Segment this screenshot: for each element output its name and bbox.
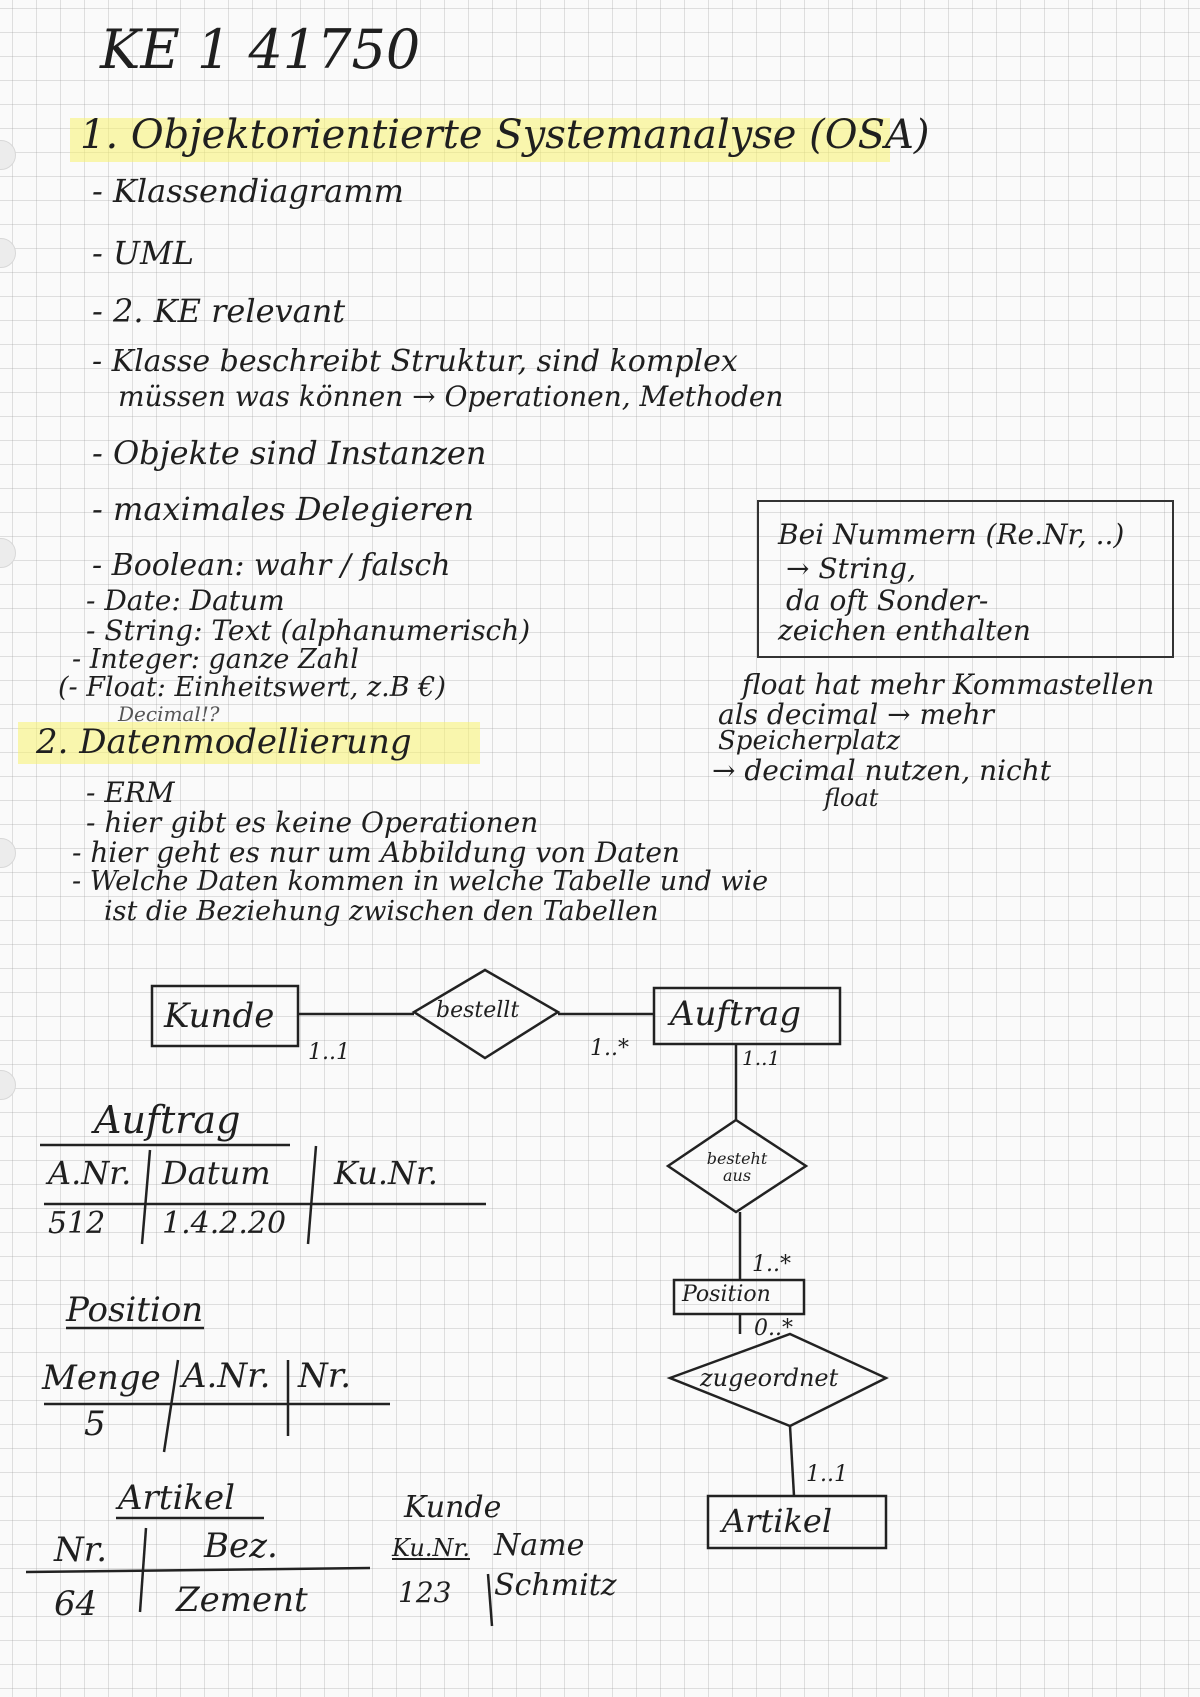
entity-kunde: Kunde bbox=[164, 996, 275, 1036]
table-header: Ku.Nr. bbox=[392, 1534, 470, 1562]
list-item: Decimal!? bbox=[118, 702, 220, 726]
table-cell: 1.4.2.20 bbox=[162, 1206, 287, 1241]
table-title: Position bbox=[66, 1290, 204, 1330]
table-cell: Schmitz bbox=[494, 1568, 617, 1603]
entity-position: Position bbox=[682, 1282, 771, 1307]
relation-zugeordnet: zugeordnet bbox=[700, 1364, 839, 1392]
list-item: (- Float: Einheitswert, z.B €) bbox=[58, 672, 446, 703]
table-cell: 64 bbox=[54, 1584, 98, 1624]
float-note-line: Speicherplatz bbox=[718, 726, 900, 756]
list-item: müssen was können → Operationen, Methoden bbox=[118, 380, 784, 413]
list-item: - Integer: ganze Zahl bbox=[72, 644, 359, 675]
table-header: A.Nr. bbox=[182, 1356, 271, 1396]
table-title: Artikel bbox=[118, 1478, 235, 1518]
table-title: Auftrag bbox=[94, 1098, 241, 1142]
note-line: Bei Nummern (Re.Nr, ..) bbox=[778, 518, 1125, 551]
cardinality-label: 1..1 bbox=[742, 1046, 781, 1070]
relation-bestellt: bestellt bbox=[436, 998, 520, 1023]
table-header: Datum bbox=[162, 1154, 271, 1192]
entity-artikel: Artikel bbox=[722, 1502, 833, 1540]
list-item: - String: Text (alphanumerisch) bbox=[86, 614, 531, 647]
float-note-line: float bbox=[824, 784, 879, 812]
page-title: KE 1 41750 bbox=[100, 18, 421, 81]
cardinality-label: 1..* bbox=[752, 1252, 791, 1277]
note-line: da oft Sonder- bbox=[786, 584, 989, 617]
note-line: zeichen enthalten bbox=[778, 614, 1031, 647]
list-item: - 2. KE relevant bbox=[92, 292, 346, 330]
section2-heading: 2. Datenmodellierung bbox=[36, 722, 412, 762]
list-item: - maximales Delegieren bbox=[92, 490, 475, 528]
cardinality-label: 0..* bbox=[754, 1316, 793, 1341]
table-header: Nr. bbox=[298, 1356, 352, 1396]
table-header: Ku.Nr. bbox=[334, 1154, 438, 1192]
table-header: Nr. bbox=[54, 1530, 108, 1570]
table-cell: 123 bbox=[398, 1576, 452, 1609]
table-header: Menge bbox=[42, 1358, 161, 1398]
list-item: - Klassendiagramm bbox=[92, 172, 404, 210]
list-item: - Date: Datum bbox=[86, 584, 285, 617]
list-item: - Objekte sind Instanzen bbox=[92, 434, 487, 472]
list-item: - Welche Daten kommen in welche Tabelle und wie bbox=[72, 866, 769, 897]
section1-heading: 1. Objektorientierte Systemanalyse (OSA) bbox=[80, 112, 930, 158]
float-note-line: → decimal nutzen, nicht bbox=[712, 754, 1052, 787]
list-item: - hier gibt es keine Operationen bbox=[86, 806, 539, 839]
list-item: ist die Beziehung zwischen den Tabellen bbox=[104, 896, 659, 927]
cardinality-label: 1..1 bbox=[806, 1462, 848, 1487]
note-line: → String, bbox=[786, 552, 916, 585]
table-header: A.Nr. bbox=[48, 1154, 132, 1192]
float-note-line: float hat mehr Kommastellen bbox=[742, 668, 1155, 701]
list-item: - ERM bbox=[86, 776, 175, 809]
float-note-line: als decimal → mehr bbox=[718, 698, 995, 731]
table-header: Bez. bbox=[204, 1526, 278, 1566]
list-item: - Klasse beschreibt Struktur, sind komplex bbox=[92, 344, 738, 379]
relation-besteht-aus: besteht aus bbox=[706, 1149, 768, 1185]
list-item: - UML bbox=[92, 234, 194, 272]
cardinality-label: 1..1 bbox=[308, 1040, 350, 1065]
table-cell: Zement bbox=[176, 1580, 308, 1620]
table-cell: 512 bbox=[48, 1206, 106, 1241]
entity-auftrag: Auftrag bbox=[670, 994, 801, 1034]
table-cell: 5 bbox=[84, 1404, 106, 1444]
list-item: - Boolean: wahr / falsch bbox=[92, 548, 451, 583]
table-title: Kunde bbox=[404, 1490, 502, 1525]
table-header: Name bbox=[494, 1528, 585, 1563]
list-item: - hier geht es nur um Abbildung von Daten bbox=[72, 836, 680, 869]
cardinality-label: 1..* bbox=[590, 1036, 629, 1061]
